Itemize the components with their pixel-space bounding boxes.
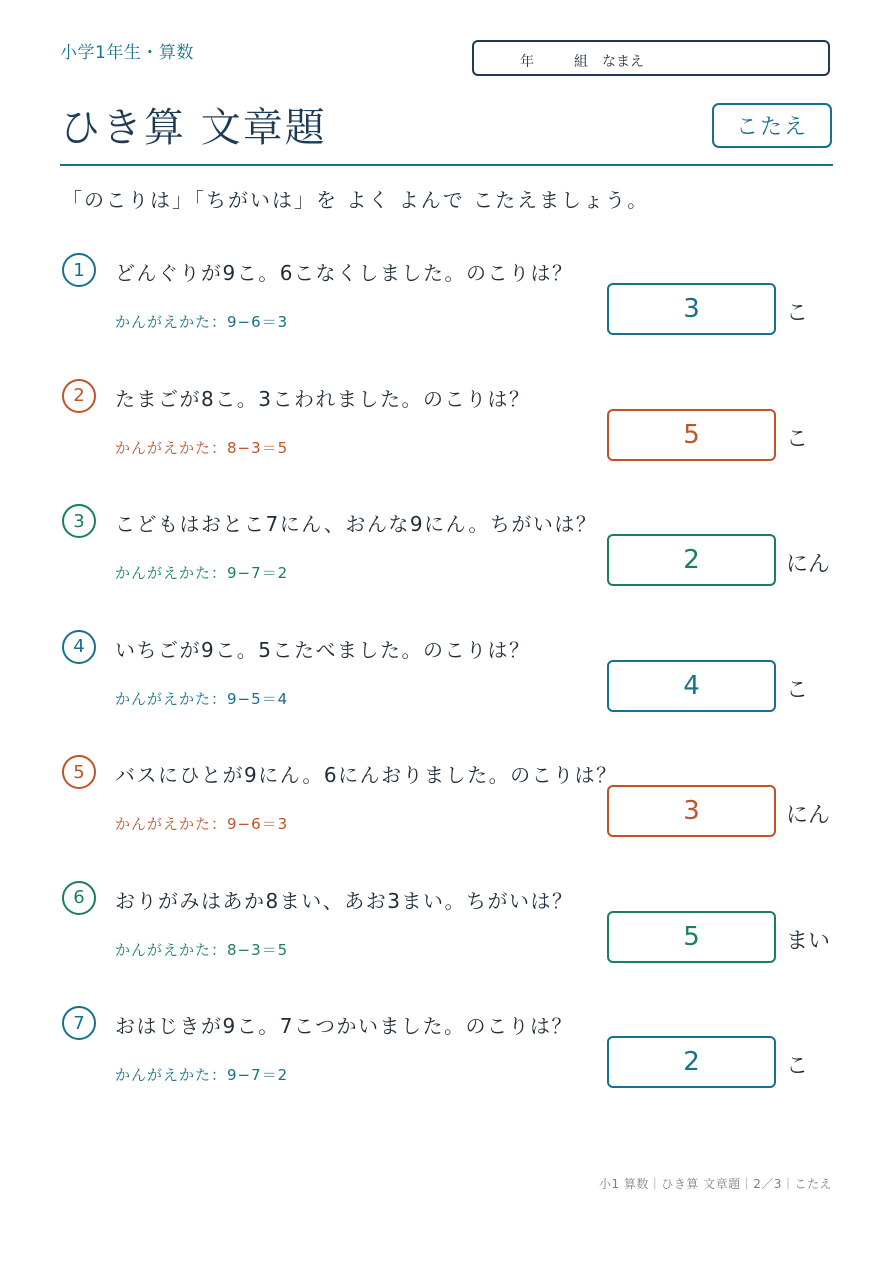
answer-unit: こ [786, 426, 809, 452]
problem-number-badge: 5 [62, 755, 96, 789]
problem-number-badge: 4 [62, 630, 96, 664]
problem-item [0, 630, 893, 750]
problem-question: おりがみはあか8まい、あお3まい。ちがいは？ [115, 888, 574, 913]
answer-box[interactable]: 3 [607, 785, 776, 837]
subject-label: 小学1年生・算数 [60, 43, 194, 63]
name-label: なまえ [602, 54, 644, 70]
problem-number-badge: 7 [62, 1006, 96, 1040]
problem-hint: かんがえかた：8−3＝5 [115, 438, 289, 457]
class-label: 組 [574, 54, 588, 70]
page-footer: 小1 算数｜ひき算 文章題｜2／3｜こたえ [598, 1177, 832, 1191]
problem-item [0, 881, 893, 1001]
answer-unit: こ [786, 301, 809, 326]
answer-unit: にん [786, 803, 831, 828]
problem-item [0, 504, 893, 624]
instruction-text: 「のこりは」「ちがいは」を よく よんで こたえましょう。 [62, 188, 650, 212]
problem-question: いちごが9こ。5こたべました。のこりは？ [115, 637, 531, 662]
problem-hint: かんがえかた：9−7＝2 [115, 564, 289, 582]
name-field-box[interactable] [472, 40, 830, 76]
problem-hint: かんがえかた：9−6＝3 [115, 815, 289, 833]
answer-box[interactable]: 3 [607, 283, 776, 335]
problem-hint: かんがえかた：9−7＝2 [115, 1066, 289, 1084]
answer-unit: にん [786, 552, 831, 577]
answer-badge: こたえ [712, 103, 832, 148]
answer-box[interactable]: 4 [607, 660, 776, 712]
problem-item [0, 755, 893, 875]
answer-box[interactable]: 5 [607, 409, 776, 461]
problem-question: こどもはおとこ7にん、おんな9にん。ちがいは？ [115, 512, 598, 536]
problem-question: どんぐりが9こ。6こなくしました。のこりは？ [115, 261, 574, 285]
problem-item [0, 1006, 893, 1126]
problem-hint: かんがえかた：8−3＝5 [115, 940, 289, 959]
answer-unit: まい [786, 928, 831, 954]
page-title: ひき算 文章題 [60, 105, 327, 151]
answer-box[interactable]: 2 [607, 1036, 776, 1088]
problem-hint: かんがえかた：9−6＝3 [115, 313, 289, 331]
year-label: 年 [520, 54, 534, 70]
answer-unit: こ [786, 1054, 809, 1079]
problem-number-badge: 1 [62, 253, 96, 287]
problem-item [0, 253, 893, 373]
problem-number-badge: 6 [62, 881, 96, 915]
answer-box[interactable]: 2 [607, 534, 776, 586]
problem-hint: かんがえかた：9−5＝4 [115, 689, 289, 708]
answer-unit: こ [786, 677, 809, 703]
title-divider [60, 164, 833, 166]
answer-box[interactable]: 5 [607, 911, 776, 963]
problem-question: たまごが8こ。3こわれました。のこりは？ [115, 386, 531, 411]
problem-number-badge: 2 [62, 379, 96, 413]
problem-number-badge: 3 [62, 504, 96, 538]
problem-item [0, 379, 893, 499]
problem-question: バスにひとが9にん。6にんおりました。のこりは？ [115, 763, 618, 787]
problem-question: おはじきが9こ。7こつかいました。のこりは？ [115, 1014, 574, 1038]
